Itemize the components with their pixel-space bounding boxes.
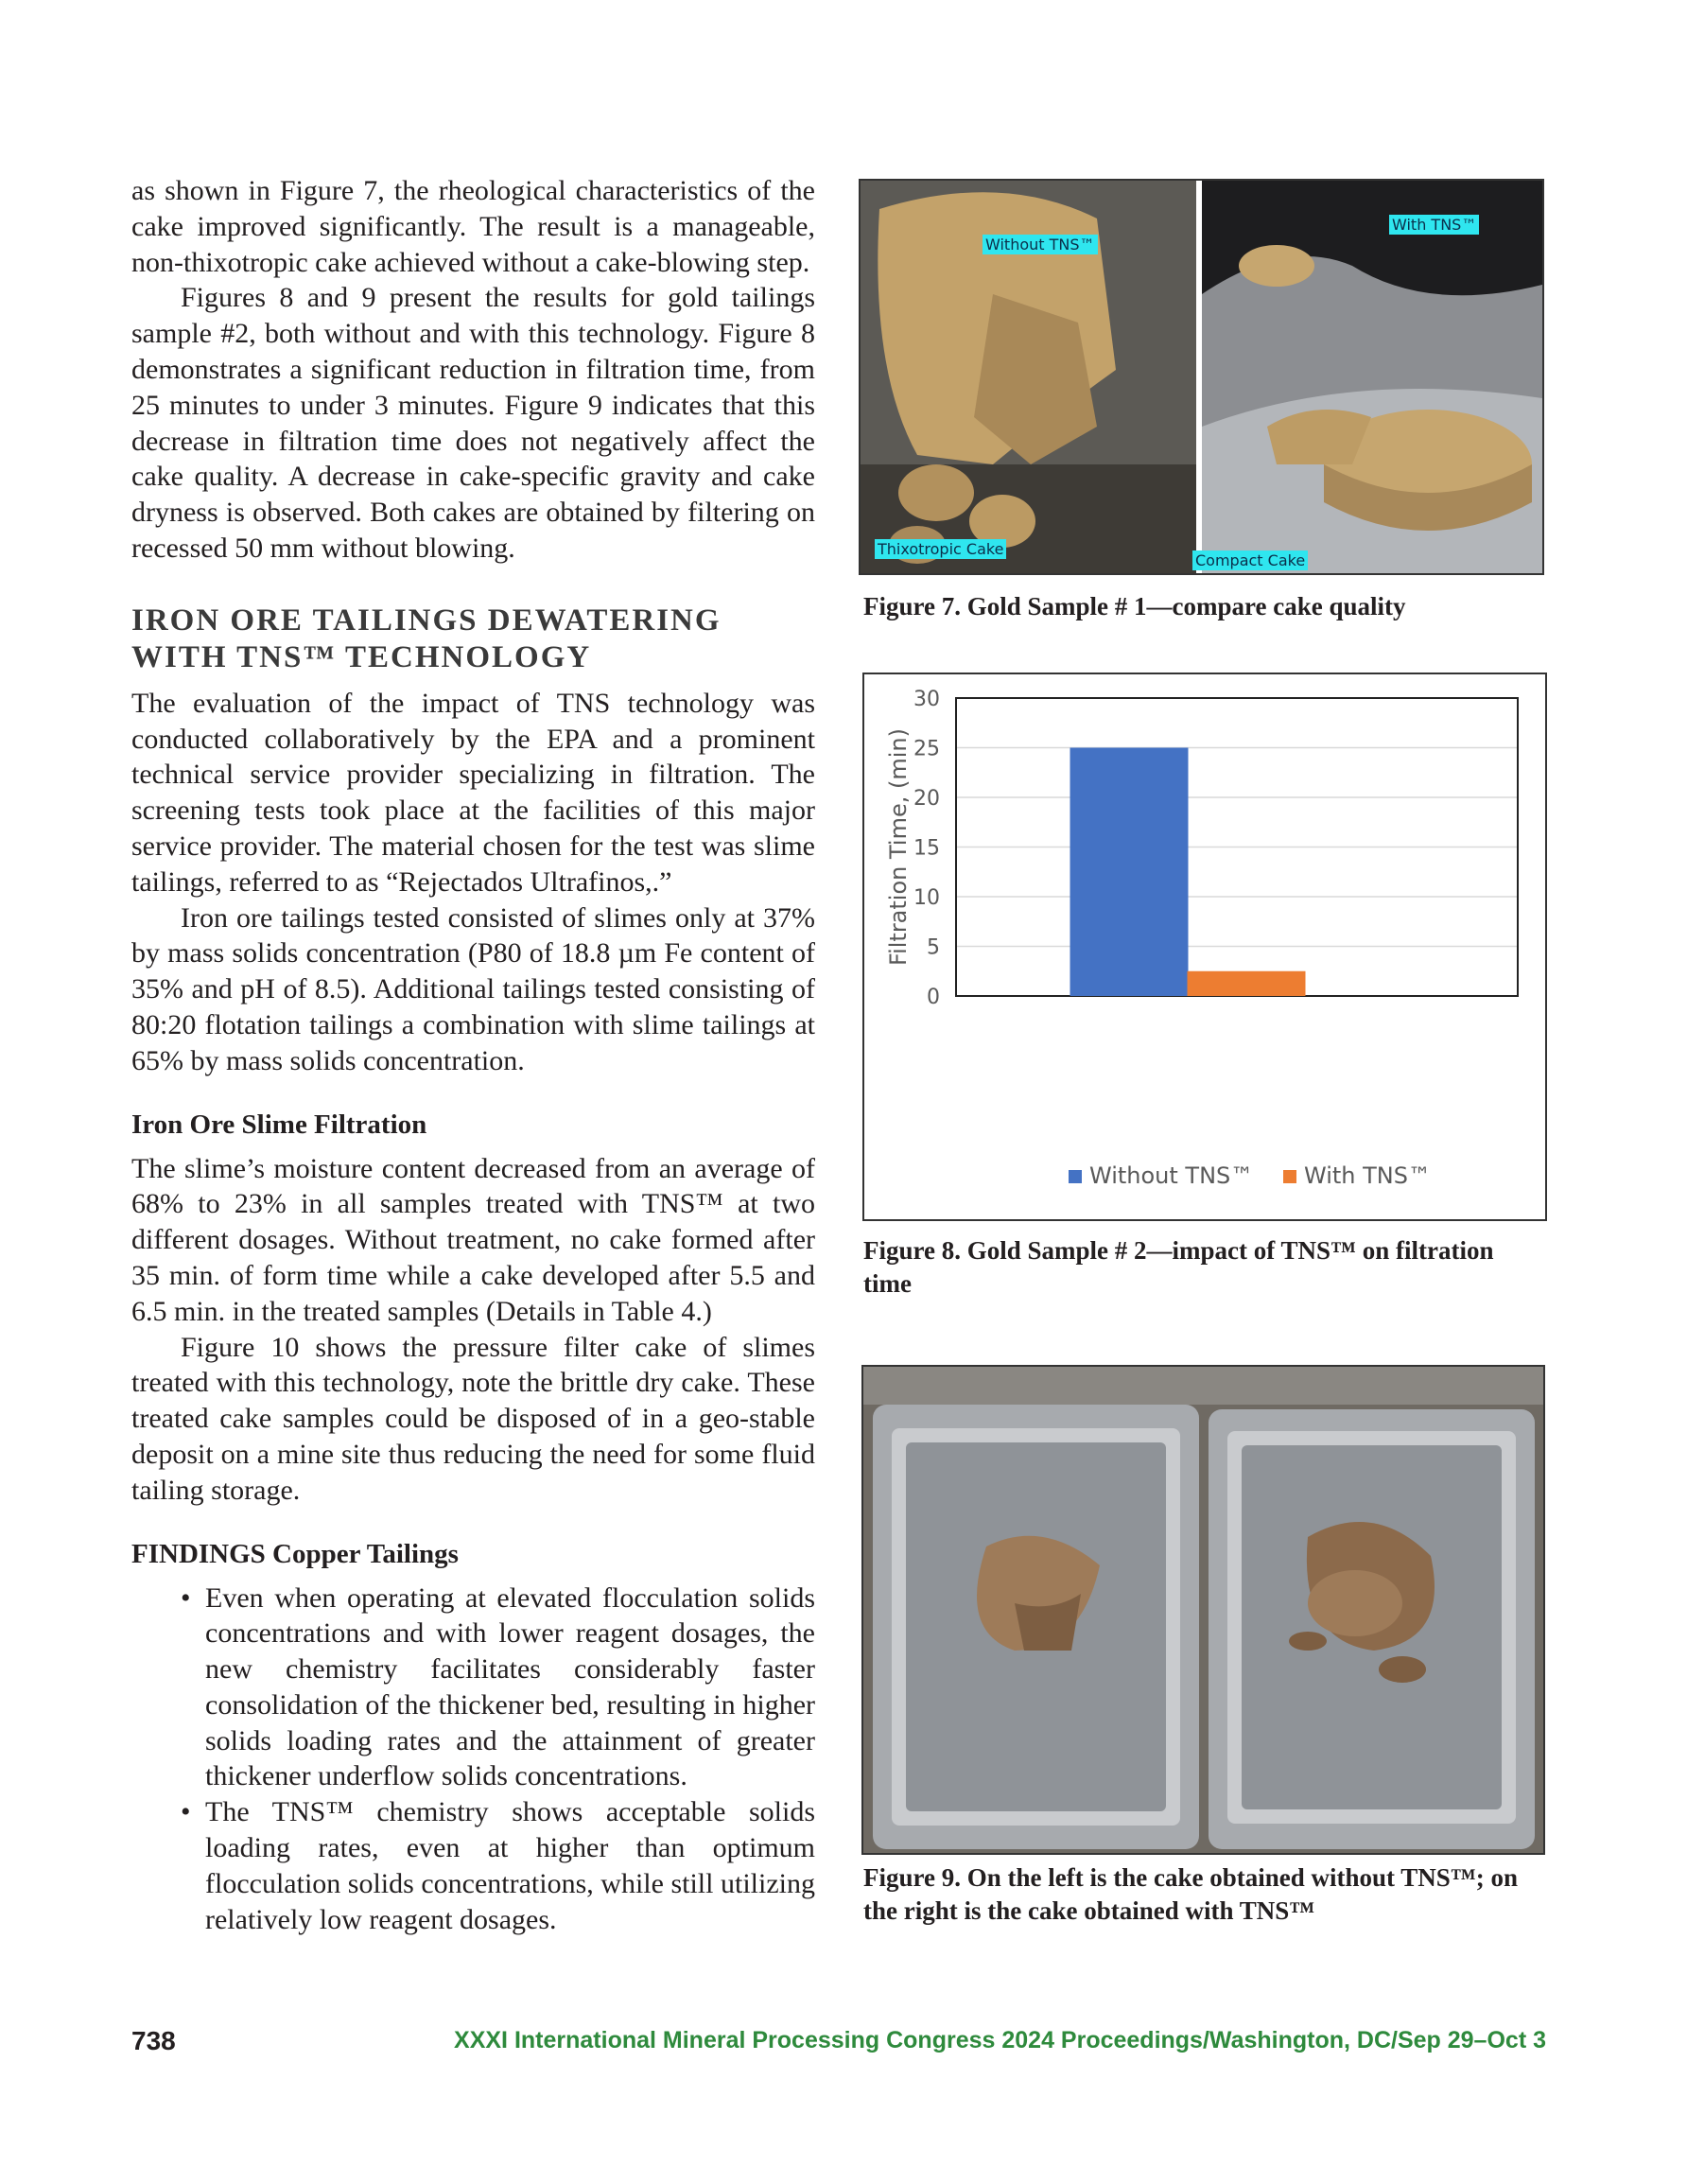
bullet-icon: • bbox=[181, 1581, 191, 1614]
legend-label: With TNS™ bbox=[1304, 1162, 1431, 1189]
figure-8-caption-line: Figure 8. Gold Sample # 2—impact of TNS™ on filtration bbox=[863, 1236, 1494, 1265]
body-paragraph: The slime’s moisture content decreased from an average of 68% to 23% in all samples treated with TNS™ at two different dosages. Without treatment, no cake formed after 35 min. of form time while a cake developed after 5.5 and 6.5 min. in the treated samples (Details in Table 4.) bbox=[131, 1152, 815, 1327]
legend-label: Without TNS™ bbox=[1089, 1162, 1254, 1189]
list-item bbox=[131, 1794, 815, 1937]
subsection-heading: Iron Ore Slime Filtration bbox=[131, 1109, 427, 1140]
figure-8-caption bbox=[863, 1234, 1494, 1301]
running-footer: XXXI International Mineral Processing Congress 2024 Proceedings/Washington, DC/Sep 29–Oct 3 bbox=[454, 2027, 1546, 2053]
body-paragraph: The evaluation of the impact of TNS technology was conducted collaboratively by the EPA and a prominent technical service provider specializing in filtration. The screening tests took place at the facilities of this major service provider. The material chosen for the test was slime tailings, referred to as “Rejectados Ultrafinos,.” bbox=[131, 687, 815, 898]
page-number: 738 bbox=[131, 2026, 176, 2055]
figure-9-caption-line: the right is the cake obtained with TNS™ bbox=[863, 1896, 1315, 1925]
y-tick-label: 0 bbox=[927, 986, 940, 1009]
left-column bbox=[131, 173, 815, 1937]
figure-7-photo bbox=[859, 179, 1544, 575]
bullet-icon: • bbox=[181, 1796, 191, 1828]
y-tick-label: 5 bbox=[927, 935, 940, 960]
figure-9-photo bbox=[861, 1365, 1545, 1855]
body-paragraph: Figure 10 shows the pressure filter cake of slimes treated with this technology, note the brittle dry cake. These treated cake samples could be disposed of in a geo-stable deposit on a mine site thus reducing the need for some fluid tailing storage. bbox=[131, 1331, 815, 1506]
findings-list bbox=[131, 1581, 815, 1938]
body-paragraph: Figures 8 and 9 present the results for gold tailings sample #2, both without and with this technology. Figure 8 demonstrates a significant reduction in filtration time, from 25 minutes to under 3 minutes. Figure 9 indicates that this decrease in filtration time does not negatively affect the cake quality. A decrease in cake-specific gravity and cake dryness is observed. Both cakes are obtained by filtering on recessed 50 mm without blowing. bbox=[131, 282, 815, 564]
y-tick-label: 20 bbox=[913, 787, 940, 811]
y-tick-label: 25 bbox=[913, 737, 940, 761]
section-heading-line: WITH TNS™ TECHNOLOGY bbox=[131, 639, 592, 674]
photo-label-without: Without TNS™ bbox=[983, 235, 1098, 254]
bar-chart bbox=[864, 674, 1545, 1219]
figure-7-image bbox=[861, 181, 1542, 573]
figure-8-caption-line: time bbox=[863, 1269, 912, 1298]
subsection-heading: FINDINGS Copper Tailings bbox=[131, 1538, 459, 1569]
figure-7-caption: Figure 7. Gold Sample # 1—compare cake quality bbox=[863, 592, 1406, 620]
figure-9-caption-line: Figure 9. On the left is the cake obtained without TNS™; on bbox=[863, 1863, 1519, 1892]
figure-9-caption bbox=[863, 1861, 1518, 1928]
body-paragraph: Iron ore tailings tested consisted of slimes only at 37% by mass solids concentration (P80 of 18.8 µm Fe content of 35% and pH of 8.5). Additional tailings tested consisting of 80:20 flotation tailings a combination with slime tailings at 65% by mass solids concentration. bbox=[131, 901, 815, 1076]
photo-label-compact: Compact Cake bbox=[1192, 550, 1308, 570]
bar bbox=[1188, 971, 1306, 996]
list-item-text: The TNS™ chemistry shows acceptable solids loading rates, even at higher than optimum flocculation solids concentrations, while still utilizing relatively low reagent dosages. bbox=[205, 1796, 815, 1935]
list-item-text: Even when operating at elevated flocculation solids concentrations and with lower reagent dosages, the new chemistry facilitates considerably faster consolidation of the thickener bed, resulting in higher solids loading rates and the attainment of greater thickener underflow solids concentrations. bbox=[205, 1581, 815, 1792]
section-heading-line: IRON ORE TAILINGS DEWATERING bbox=[131, 603, 722, 638]
figure-9-image bbox=[863, 1367, 1543, 1853]
y-tick-label: 30 bbox=[913, 688, 940, 711]
bar bbox=[1070, 748, 1189, 997]
photo-label-thixotropic: Thixotropic Cake bbox=[875, 539, 1006, 559]
y-tick-label: 15 bbox=[913, 836, 940, 861]
figure-8-chart bbox=[862, 673, 1547, 1221]
y-axis-label: Filtration Time, (min) bbox=[885, 728, 912, 966]
y-tick-label: 10 bbox=[913, 886, 940, 910]
legend-swatch bbox=[1069, 1170, 1082, 1183]
body-paragraph: as shown in Figure 7, the rheological characteristics of the cake improved significantly. The result is a manageable, non-thixotropic cake achieved without a cake-blowing step. bbox=[131, 175, 815, 278]
section-heading bbox=[131, 603, 815, 676]
legend-swatch bbox=[1283, 1170, 1296, 1183]
list-item bbox=[131, 1581, 815, 1795]
photo-label-with: With TNS™ bbox=[1389, 215, 1479, 235]
